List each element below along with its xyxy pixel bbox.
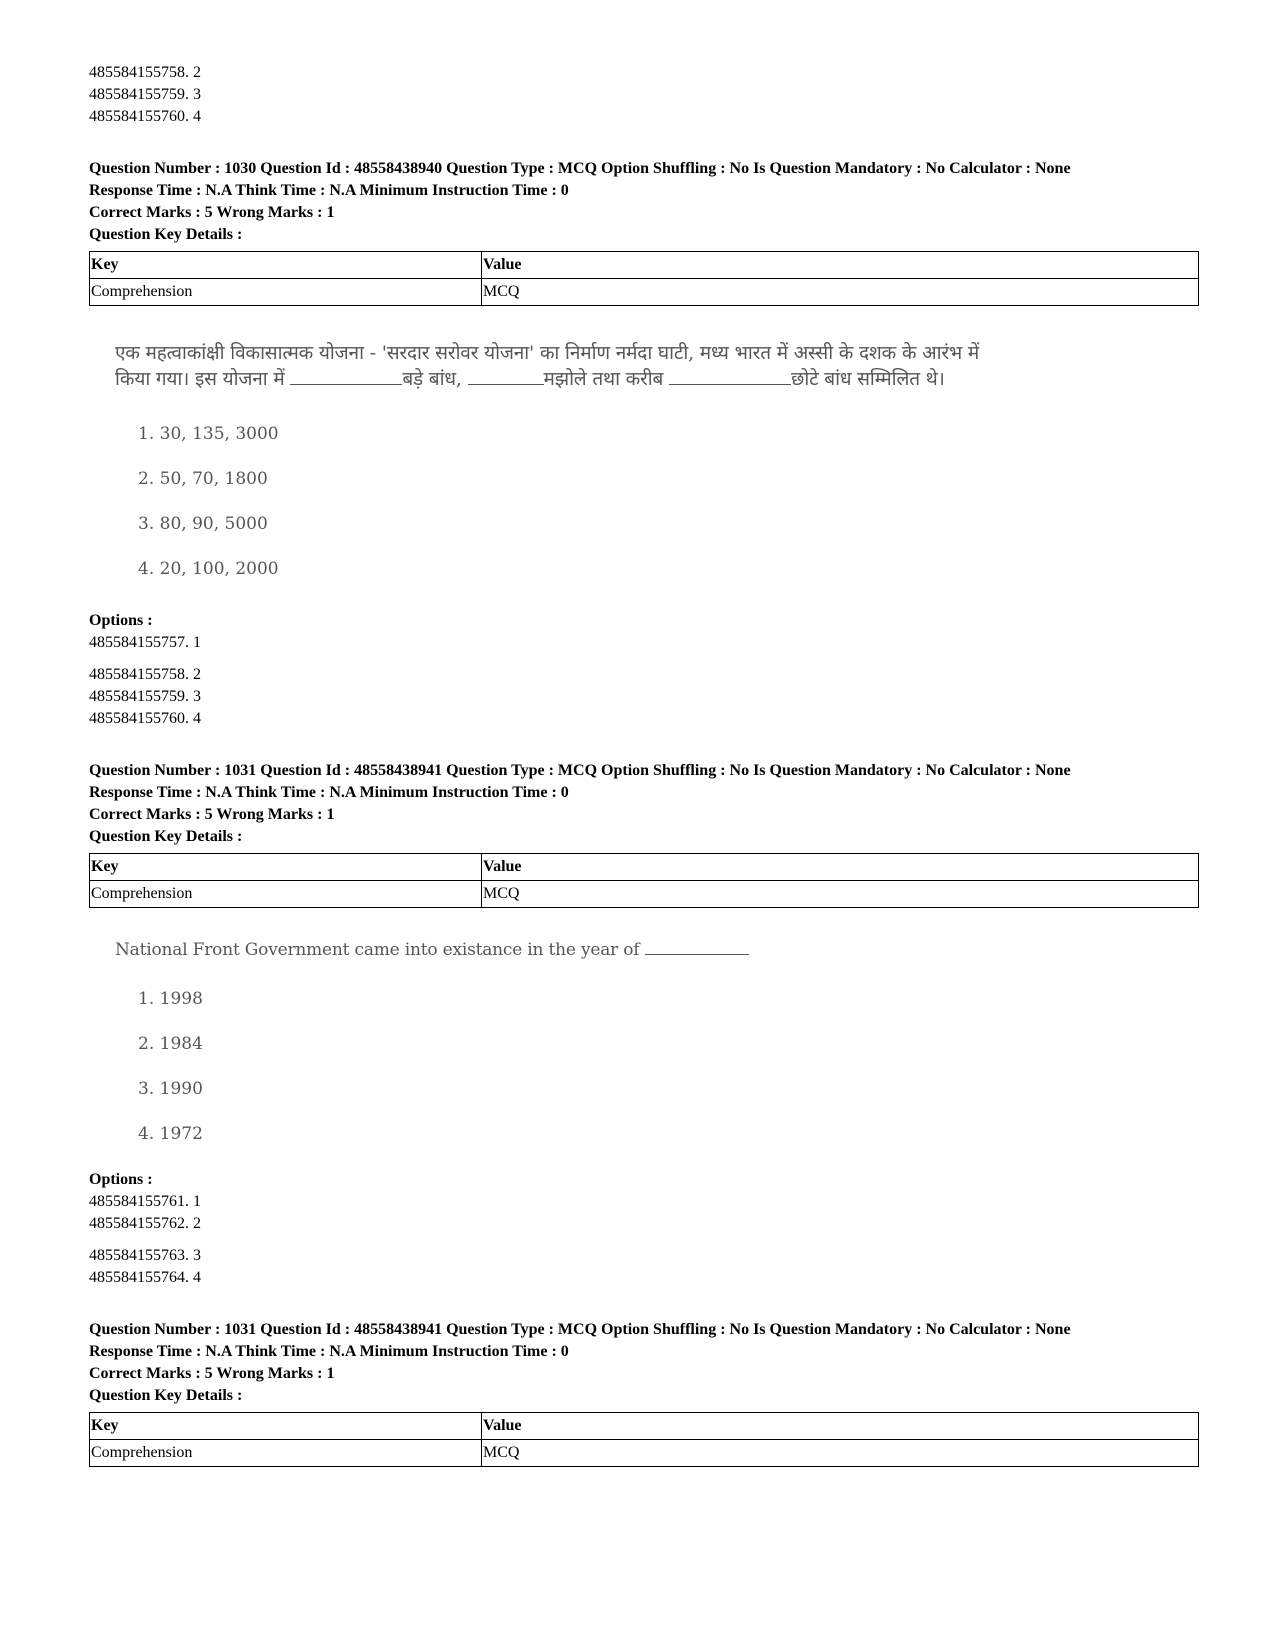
question-block-1031 (89, 760, 1199, 1289)
table-header-row (90, 854, 1199, 881)
document-page (89, 62, 1199, 1467)
question-block-1030 (89, 158, 1199, 730)
question-image (115, 936, 1199, 1157)
question-key-table (89, 251, 1199, 306)
question-response-time: Response Time : N.A Think Time : N.A Minimum Instruction Time : 0 (89, 182, 569, 199)
table-row (90, 881, 1199, 908)
key-cell: Comprehension (90, 279, 482, 306)
answer-blank (645, 936, 749, 955)
option-line: 485584155760. 4 (89, 108, 201, 125)
option-line: 485584155758. 2 (89, 666, 201, 683)
question-response-time: Response Time : N.A Think Time : N.A Minimum Instruction Time : 0 (89, 1343, 569, 1360)
question-stem: National Front Government came into existance in the year of (115, 936, 995, 963)
choice-item: 2. 50, 70, 1800 (138, 469, 268, 489)
option-line: 485584155759. 3 (89, 688, 201, 705)
question-response-time: Response Time : N.A Think Time : N.A Minimum Instruction Time : 0 (89, 784, 569, 801)
question-header: Question Number : 1030 Question Id : 48558438940 Question Type : MCQ Option Shuffling : No Is Question Mandatory : No Calculator : None (89, 160, 1071, 177)
table-header-row (90, 252, 1199, 279)
question-header: Question Number : 1031 Question Id : 48558438941 Question Type : MCQ Option Shuffling : No Is Question Mandatory : No Calculator : None (89, 762, 1071, 779)
value-header-cell: Value (482, 854, 1199, 881)
option-line: 485584155758. 2 (89, 64, 201, 81)
choice-item: 4. 1972 (138, 1124, 203, 1144)
option-line: 485584155763. 3 (89, 1247, 201, 1264)
choice-item: 4. 20, 100, 2000 (138, 559, 279, 579)
key-cell: Comprehension (90, 1440, 482, 1467)
carried-options (89, 62, 1199, 128)
question-key-details-label: Question Key Details : (89, 1387, 243, 1404)
value-cell: MCQ (482, 1440, 1199, 1467)
choice-item: 3. 80, 90, 5000 (138, 514, 268, 534)
question-marks: Correct Marks : 5 Wrong Marks : 1 (89, 1365, 335, 1382)
table-row (90, 1440, 1199, 1467)
question-key-table (89, 1412, 1199, 1467)
option-line: 485584155759. 3 (89, 86, 201, 103)
question-marks: Correct Marks : 5 Wrong Marks : 1 (89, 204, 335, 221)
key-header-cell: Key (90, 854, 482, 881)
table-header-row (90, 1413, 1199, 1440)
option-line: 485584155757. 1 (89, 634, 201, 651)
question-stem: एक महत्वाकांक्षी विकासात्मक योजना - 'सरदार सरोवर योजना' का निर्माण नर्मदा घाटी, मध्य भारत में अस्सी के दशक के आरंभ में किया गया। इस योजना में बड़े बांध, मझोले तथा करीब छोटे बांध सम्मिलित थे। (115, 342, 980, 390)
key-cell: Comprehension (90, 881, 482, 908)
choice-item: 2. 1984 (138, 1034, 203, 1054)
answer-blank (468, 366, 544, 385)
options-label: Options : (89, 612, 153, 629)
choice-item: 1. 1998 (138, 989, 203, 1009)
question-key-details-label: Question Key Details : (89, 828, 243, 845)
options-label: Options : (89, 1171, 153, 1188)
question-block-1031-repeat (89, 1319, 1199, 1467)
question-marks: Correct Marks : 5 Wrong Marks : 1 (89, 806, 335, 823)
table-row (90, 279, 1199, 306)
choice-item: 3. 1990 (138, 1079, 203, 1099)
answer-blank (290, 366, 402, 385)
answer-blank (669, 366, 791, 385)
choice-item: 1. 30, 135, 3000 (138, 424, 279, 444)
option-line: 485584155760. 4 (89, 710, 201, 727)
option-line: 485584155764. 4 (89, 1269, 201, 1286)
key-header-cell: Key (90, 252, 482, 279)
key-header-cell: Key (90, 1413, 482, 1440)
option-line: 485584155761. 1 (89, 1193, 201, 1210)
option-line: 485584155762. 2 (89, 1215, 201, 1232)
value-cell: MCQ (482, 279, 1199, 306)
question-image (115, 340, 1199, 592)
value-cell: MCQ (482, 881, 1199, 908)
question-header: Question Number : 1031 Question Id : 48558438941 Question Type : MCQ Option Shuffling : No Is Question Mandatory : No Calculator : None (89, 1321, 1071, 1338)
value-header-cell: Value (482, 1413, 1199, 1440)
question-key-table (89, 853, 1199, 908)
value-header-cell: Value (482, 252, 1199, 279)
question-key-details-label: Question Key Details : (89, 226, 243, 243)
